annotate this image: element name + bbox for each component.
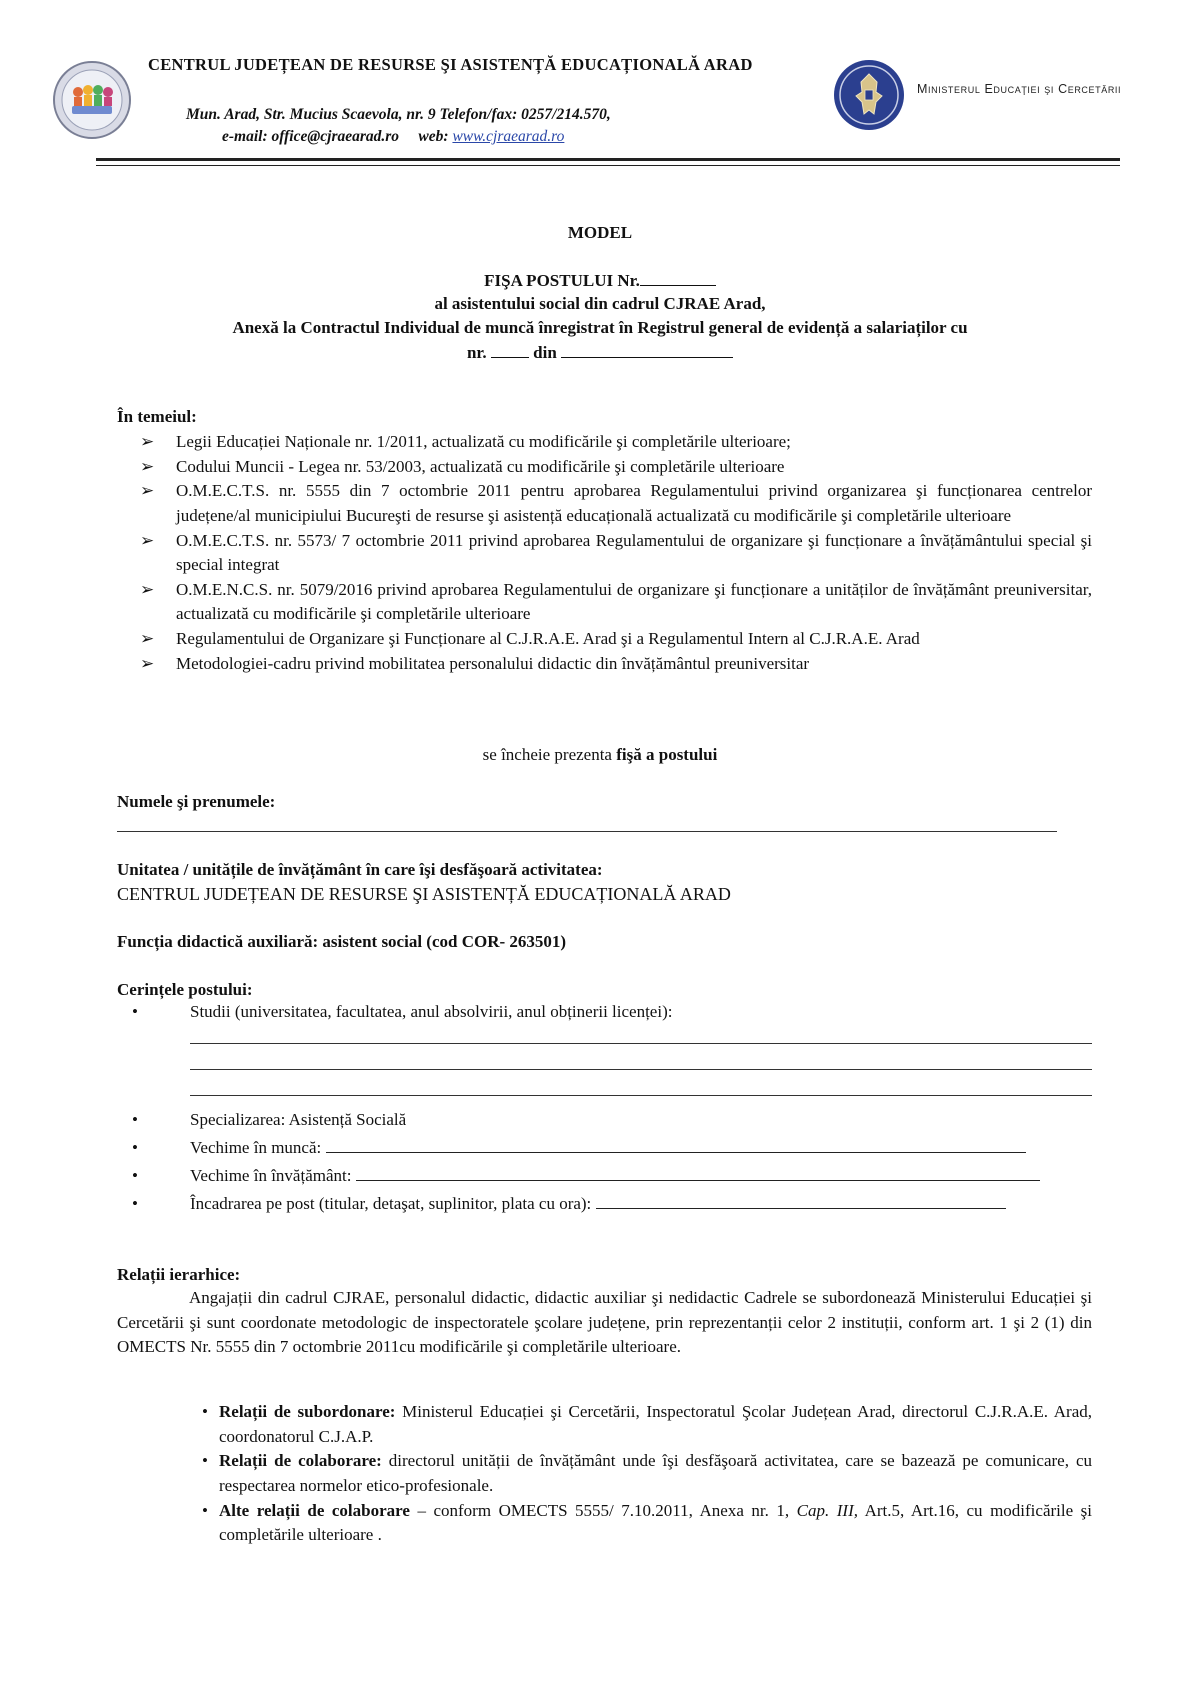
bullet-icon: •	[132, 1166, 138, 1185]
relatii-item-label: Alte relații de colaborare	[219, 1500, 410, 1520]
numele-label: Numele şi prenumele:	[117, 792, 276, 811]
cjrae-logo	[52, 60, 132, 140]
relatii-item-text: directorul unității de învățământ unde îşi desfăşoară activitatea, care se bazează pe comunicare, cu respectarea normelor etico-profesionale.	[219, 1451, 1092, 1495]
vechime-munca-label: Vechime în muncă:	[190, 1138, 322, 1157]
incadrarea-field[interactable]	[596, 1191, 1006, 1209]
bullet-icon: •	[132, 1002, 138, 1021]
relatii-heading: Relații ierarhice:	[117, 1265, 241, 1284]
temei-item	[140, 479, 1092, 528]
email-label: e-mail:	[222, 128, 268, 145]
arrow-icon: ➢	[140, 456, 155, 476]
cerinte-item	[130, 1000, 1092, 1025]
cerinte-item	[130, 1190, 1092, 1218]
cerinte-heading: Cerințele postului:	[117, 980, 253, 999]
numele-input-line[interactable]	[117, 831, 1057, 832]
header-rule	[96, 158, 1120, 161]
nr-blank[interactable]	[491, 340, 529, 358]
arrow-icon: ➢	[140, 432, 155, 451]
bullet-icon: •	[132, 1138, 138, 1157]
bullet-icon: •	[202, 1402, 208, 1421]
functia-label: Funcția didactică auxiliară: asistent social (cod COR- 263501)	[117, 932, 567, 951]
institution-name: CENTRUL JUDEȚEAN DE RESURSE ŞI ASISTENȚĂ EDUCAȚIONALĂ ARAD	[148, 55, 753, 74]
din-label: din	[533, 343, 557, 362]
relatii-item-label: Relații de colaborare:	[219, 1451, 382, 1471]
temei-item	[140, 455, 1092, 480]
temei-item	[140, 652, 1092, 677]
relatii-item-label: Relații de subordonare:	[219, 1402, 396, 1421]
temei-item	[140, 578, 1092, 627]
temei-item-text: O.M.E.C.T.S. nr. 5555 din 7 octombrie 2011 pentru aprobarea Regulamentului privind organizarea şi funcționarea centrelor județene/al municipiului Bucureşti de resurse şi asistență educațională actualizată cu modificările şi completările ulterioare	[176, 481, 1092, 525]
temei-item-text: O.M.E.N.C.S. nr. 5079/2016 privind aprobarea Regulamentului de organizare şi funcționare a unităților de învățământ preuniversitar, actualizată cu modificările şi completările ulterioare	[176, 579, 1092, 624]
relatii-item	[202, 1449, 1092, 1498]
relatii-paragraph: Angajații din cadrul CJRAE, personalul didactic, didactic auxiliar şi nedidactic Cadrele se subordonează Ministerului Educației şi Cercetării şi sunt coordonate metodologic de inspectoratele şcolare județene, prin reprezentanții celor 2 instituții, conform art. 1 şi 2 (1) din OMECTS Nr. 5555 din 7 octombrie 2011cu modificările şi completările ulterioare.	[117, 1288, 1092, 1357]
temei-closing	[110, 743, 1090, 768]
register-number-line	[110, 340, 1090, 366]
relatii-item-italic: Cap. III,	[796, 1500, 858, 1520]
specializarea-label: Specializarea: Asistență Socială	[190, 1110, 407, 1129]
email-value[interactable]: office@cjraearad.ro	[271, 128, 400, 145]
contact-line	[222, 126, 564, 148]
temei-item	[140, 529, 1092, 578]
vechime-invatamant-field[interactable]	[356, 1163, 1040, 1181]
vechime-invatamant-label: Vechime în învățământ:	[190, 1166, 352, 1185]
relatii-list	[202, 1400, 1092, 1548]
temei-item-text: Codului Muncii - Legea nr. 53/2003, actualizată cu modificările şi completările ulterioare	[176, 456, 785, 476]
temei-closing-bold: fişă a postului	[616, 745, 718, 764]
din-blank[interactable]	[561, 340, 733, 358]
cerinte-studii	[130, 1000, 1092, 1025]
arrow-icon: ➢	[140, 579, 155, 599]
cerinte-list	[130, 1106, 1092, 1218]
fisa-title	[110, 268, 1090, 294]
temei-item	[140, 430, 1092, 455]
incadrarea-label: Încadrarea pe post (titular, detaşat, suplinitor, plata cu ora):	[190, 1194, 592, 1213]
temei-item-text: Regulamentului de Organizare şi Funcționare al C.J.R.A.E. Arad şi a Regulamentul Intern al C.J.R.A.E. Arad	[176, 629, 920, 649]
arrow-icon: ➢	[140, 481, 155, 501]
institution-address: Mun. Arad, Str. Mucius Scaevola, nr. 9 Telefon/fax: 0257/214.570,	[186, 106, 611, 123]
relatii-item-text: Ministerul Educației şi Cercetării, Inspectoratul Şcolar Județean Arad, directorul C.J.R.A.E. Arad, coordonatorul C.J.A.P.	[219, 1402, 1093, 1446]
nr-label: nr.	[466, 343, 487, 362]
temei-heading: În temeiul:	[117, 407, 197, 426]
temei-closing-text: se încheie prezenta	[482, 745, 617, 764]
fisa-annex-line: Anexă la Contractul Individual de muncă înregistrat în Registrul general de evidență a salariaților cu	[232, 318, 968, 337]
studii-line-1[interactable]	[190, 1043, 1092, 1044]
relatii-item	[202, 1400, 1092, 1449]
cerinte-item	[130, 1134, 1092, 1162]
arrow-icon: ➢	[140, 629, 155, 649]
header-rule-thin	[96, 165, 1120, 166]
cerinte-item	[130, 1162, 1092, 1190]
web-label: web:	[418, 128, 449, 145]
bullet-icon: •	[202, 1451, 208, 1471]
bullet-icon: •	[202, 1500, 208, 1520]
fisa-number-blank[interactable]	[640, 268, 716, 286]
relatii-item	[202, 1499, 1092, 1548]
temei-item	[140, 627, 1092, 652]
studii-line-3[interactable]	[190, 1095, 1092, 1096]
relatii-item-text: – conform OMECTS 5555/ 7.10.2011, Anexa nr. 1,	[409, 1500, 797, 1520]
cerinte-item	[130, 1106, 1092, 1134]
temei-item-text: Legii Educației Naționale nr. 1/2011, actualizată cu modificările şi completările ulterioare;	[176, 432, 791, 451]
temei-item-text: Metodologiei-cadru privind mobilitatea personalului didactic din învățământul preuniversitar	[176, 653, 810, 673]
fisa-subtitle: al asistentului social din cadrul CJRAE Arad,	[434, 294, 766, 313]
fisa-title-text: FIŞA POSTULUI Nr.	[484, 271, 640, 290]
model-heading: MODEL	[567, 223, 633, 242]
bullet-icon: •	[132, 1110, 138, 1129]
studii-label: Studii (universitatea, facultatea, anul absolvirii, anul obținerii licenței):	[190, 1002, 673, 1021]
temei-list	[140, 430, 1092, 676]
bullet-icon: •	[132, 1194, 138, 1213]
arrow-icon: ➢	[140, 653, 155, 673]
studii-line-2[interactable]	[190, 1069, 1092, 1070]
unitatea-value: CENTRUL JUDEȚEAN DE RESURSE ŞI ASISTENȚĂ EDUCAȚIONALĂ ARAD	[117, 884, 731, 904]
government-seal-icon	[832, 58, 906, 132]
vechime-munca-field[interactable]	[326, 1135, 1026, 1153]
arrow-icon: ➢	[140, 530, 155, 550]
ministry-name: Ministerul Educaţiei şi Cercetării	[917, 82, 1122, 96]
unitatea-label: Unitatea / unitățile de învățământ în care îşi desfăşoară activitatea:	[117, 860, 603, 879]
web-link[interactable]: www.cjraearad.ro	[452, 128, 565, 145]
temei-item-text: O.M.E.C.T.S. nr. 5573/ 7 octombrie 2011 privind aprobarea Regulamentului de organizare şi funcționare a învățământului special şi special integrat	[176, 530, 1092, 575]
relatii-item-text-end: Art.5, Art.16, cu modificările şi completările ulterioare .	[219, 1500, 1093, 1545]
